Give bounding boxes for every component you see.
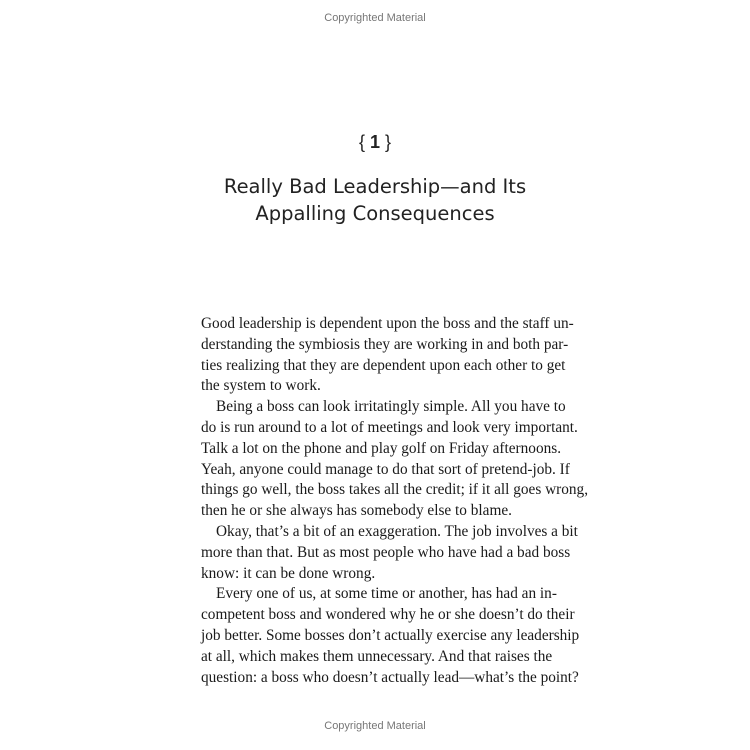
text-line: job better. Some bosses don’t actually exercise any leadership <box>201 626 580 644</box>
chapter-number <box>0 132 750 153</box>
text-line: Okay, that’s a bit of an exaggeration. The job involves a bit <box>216 522 578 540</box>
brace-open: { <box>358 132 365 152</box>
copyright-watermark-bottom: Copyrighted Material <box>324 720 426 732</box>
text-line: at all, which makes them unnecessary. And that raises the <box>201 647 553 665</box>
paragraph <box>201 314 574 397</box>
text-line: more than that. But as most people who have had a bad boss <box>201 543 571 561</box>
chapter-title <box>0 173 750 227</box>
text-line: Being a boss can look irritatingly simple. All you have to <box>216 398 566 416</box>
paragraph <box>201 584 580 688</box>
paragraph <box>201 522 578 584</box>
body-text <box>201 314 589 688</box>
copyright-watermark-top: Copyrighted Material <box>324 12 426 24</box>
brace-close: } <box>385 132 392 152</box>
text-line: know: it can be done wrong. <box>201 564 376 582</box>
title-line: Appalling Consequences <box>255 202 495 225</box>
paragraph <box>201 397 589 522</box>
text-line: things go well, the boss takes all the credit; if it all goes wrong, <box>201 481 589 499</box>
chapter-number-value: 1 <box>369 132 380 152</box>
title-line: Really Bad Leadership—and Its <box>223 175 527 198</box>
text-line: the system to work. <box>201 377 321 395</box>
text-line: do is run around to a lot of meetings and look very important. <box>201 418 578 436</box>
text-line: competent boss and wondered why he or she doesn’t do their <box>201 606 575 624</box>
text-line: Every one of us, at some time or another, has had an in- <box>216 585 557 603</box>
text-line: then he or she always has somebody else to blame. <box>201 502 512 520</box>
text-line: ties realizing that they are dependent upon each other to get <box>201 356 566 374</box>
text-line: Yeah, anyone could manage to do that sort of pretend-job. If <box>201 460 570 478</box>
text-line: Good leadership is dependent upon the boss and the staff un- <box>201 315 574 332</box>
text-line: Talk a lot on the phone and play golf on Friday afternoons. <box>201 439 562 457</box>
text-line: derstanding the symbiosis they are working in and both par- <box>201 335 569 353</box>
text-line: question: a boss who doesn’t actually lead—what’s the point? <box>201 668 579 686</box>
